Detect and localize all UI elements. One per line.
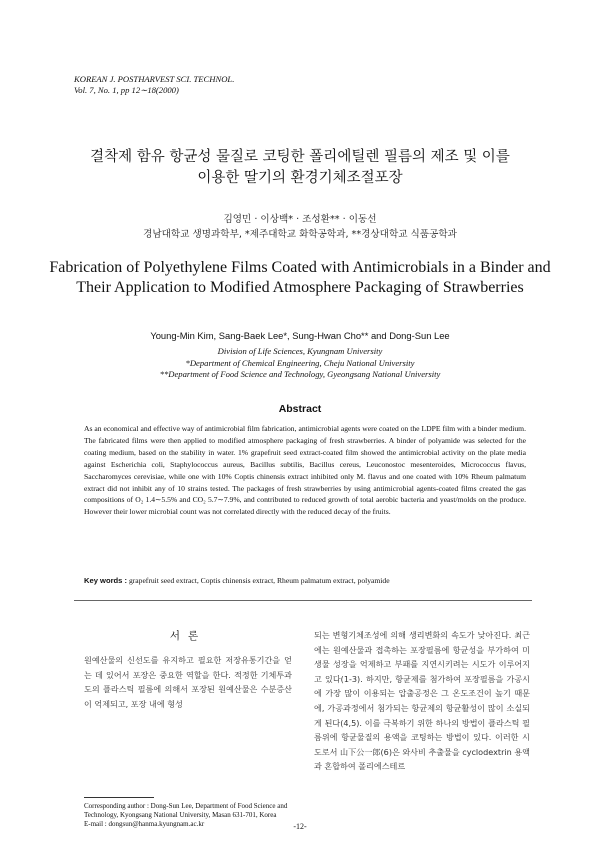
keywords: [84, 576, 534, 585]
abstract-body: As an economical and effective way of antimicrobial film fabrication, antimicrobial agents were coated on the LDPE film with a binder medium. The fabricated films were then applied to modified atmosphere packaging of fresh strawberries. A binder of polyamide was selected for the coating medium, based on the stability in water. 1% grapefruit seed extract-coated film showed the antimicrobial activity on the plate media against Escherichia coli, Staphylococcus aureus, Bacillus subtilis, Bacillus cereus, Leuconostoc mesenteroides, Micrococcus flavus, Saccharomyces cerevisiae, while one with 10% Coptis chinensis extract inhibited only M. flavus and one coated with 10% Rheum palmatum extract did not inhibit any of 10 strains tested. The packages of fresh strawberries by using antimicrobial agents-coated films created the gas compositions of O₂ 1.4∼5.5% and CO₂ 5.7∼7.9%, and contributed to reduced growth of total aerobic bacteria and yeast/molds on the produce. However their lower microbial count was not correlated directly with the reduced decay of the fruits.: [84, 424, 526, 517]
korean-title-line-2: 이용한 딸기의 환경기체조절포장: [197, 170, 403, 186]
section-divider: [74, 600, 532, 601]
abstract-heading: Abstract: [278, 403, 322, 415]
left-column: [84, 628, 292, 711]
introduction-right-text: 되는 변형기체조성에 의해 생리변화의 속도가 낮아진다. 최근에는 원예산물과 접촉하는 포장필름에 항균성을 부가하여 미생물 성장을 억제하고 부패를 지연시키려는 시도가 이루어지고 있다(1-3). 하지만, 항균제를 첨가하여 포장필름을 가공시에 가장 많이 이용되는 압출공정은 그 온도조건이 높기 때문에, 가공과정에서 첨가되는 항균제의 항균활성이 많이 소실되게 된다(4,5). 이를 극복하기 위한 하나의 방법이 플라스틱 필름위에 항균물질의 용액을 코팅하는 방법이 있다. 이러한 시도로서 山下公一郎(6)은 와사비 추출물을 cyclodextrin 용액과 혼합하여 폴리에스테르: [314, 630, 530, 772]
korean-title-line-1: 결착제 함유 항균성 물질로 코팅한 폴리에틸렌 필름의 제조 및 이를: [90, 149, 510, 165]
affiliation-1: Division of Life Sciences, Kyungnam University: [217, 346, 383, 356]
korean-title: [0, 147, 600, 189]
english-author-names: Young-Min Kim, Sang-Baek Lee*, Sung-Hwan Cho** and Dong-Sun Lee: [150, 330, 450, 341]
keywords-text: grapefruit seed extract, Coptis chinensis extract, Rheum palmatum extract, polyamide: [127, 576, 390, 585]
english-title: Fabrication of Polyethylene Films Coated with Antimicrobials in a Binder and Their Application to Modified Atmosphere Packaging of Strawberries: [49, 259, 551, 296]
introduction-left-text: 원예산물의 신선도를 유지하고 필요한 저장유통기간을 얻는 데 있어서 포장은 중요한 역할을 한다. 적정한 기체투과도의 플라스틱 필름에 의해서 포장된 원예산물은 수분증산이 억제되고, 포장 내에 형성: [84, 655, 292, 709]
page-number: -12-: [293, 822, 307, 831]
korean-affiliations: 경남대학교 생명과학부, *제주대학교 화학공학과, **경상대학교 식품공학과: [143, 229, 457, 240]
right-column: [314, 628, 530, 774]
journal-name: KOREAN J. POSTHARVEST SCI. TECHNOL.: [74, 74, 235, 84]
introduction-heading: 서론: [169, 630, 207, 642]
journal-header: [74, 74, 234, 96]
footnote-author: Corresponding author : Dong-Sun Lee, Department of Food Science and Technology, Kyongsang National University, Masan 631-701, Korea: [84, 802, 288, 820]
footnote-email: E-mail : dongsun@hanma.kyungnam.ac.kr: [84, 820, 205, 829]
journal-issue: Vol. 7, No. 1, pp 12∼18(2000): [74, 85, 179, 95]
english-affiliations: [0, 346, 600, 381]
keywords-label: Key words :: [84, 576, 128, 585]
korean-authors: [0, 212, 600, 242]
footnote-rule: [84, 797, 154, 798]
korean-author-names: 김영민 · 이상백* · 조성환** · 이동선: [223, 214, 377, 225]
affiliation-3: **Department of Food Science and Technology, Gyeongsang National University: [159, 369, 441, 380]
affiliation-2: *Department of Chemical Engineering, Cheju National University: [185, 357, 415, 368]
